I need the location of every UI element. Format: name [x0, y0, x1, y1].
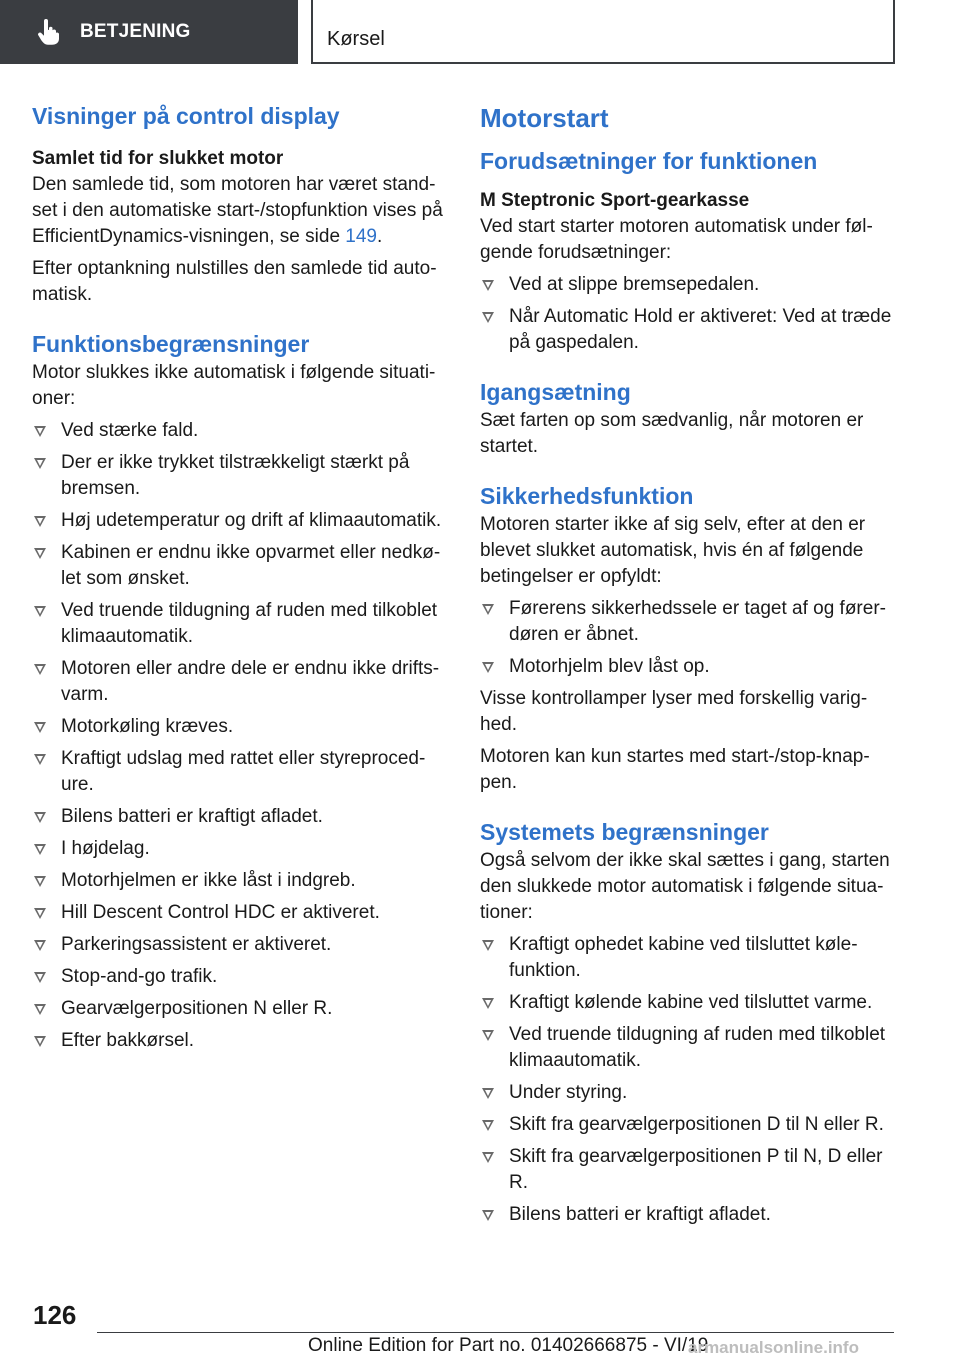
- list-item: [32, 900, 447, 926]
- list-item-text: Bilens batteri er kraftigt afladet.: [61, 806, 323, 827]
- bullet-triangle-icon: [34, 426, 46, 437]
- list-item: [480, 596, 898, 648]
- bullet-triangle-icon: [34, 516, 46, 527]
- list-item: [32, 964, 447, 990]
- list-item-text: Under styring.: [509, 1082, 628, 1103]
- bullet-triangle-icon: [34, 458, 46, 469]
- bullet-triangle-icon: [34, 1036, 46, 1047]
- edition-note: Online Edition for Part no. 01402666875 - VI/19: [308, 1335, 709, 1356]
- list-item-text: Førerens sikkerhedssele er taget af og fører-døren er åbnet.: [509, 598, 886, 645]
- subheading-gearbox: M Steptronic Sport-gearkasse: [480, 190, 750, 211]
- header-rule-bottom: [311, 62, 895, 64]
- list-item-text: Motorhjelm blev låst op.: [509, 656, 710, 677]
- list-item-text: Kraftigt kølende kabine ved tilsluttet varme.: [509, 992, 873, 1013]
- list-item: [480, 1022, 898, 1074]
- paragraph-text-end: .: [377, 226, 383, 247]
- list-item: [480, 1202, 898, 1228]
- page-link[interactable]: 149: [345, 226, 377, 247]
- header-rule-left: [311, 0, 313, 64]
- footer-rule: [97, 1332, 894, 1333]
- list-item: [480, 990, 898, 1016]
- list-item-text: Ved stærke fald.: [61, 420, 199, 441]
- list-item-text: Der er ikke trykket tilstrækkeligt stærkt på bremsen.: [61, 452, 410, 499]
- list-item: [480, 1080, 898, 1106]
- list-item: [32, 746, 447, 798]
- list-item: [32, 418, 447, 444]
- paragraph-indicator-lamps: Visse kontrollamper lyser med forskellig varig-hed.: [480, 688, 868, 735]
- list-item: [32, 804, 447, 830]
- bullet-triangle-icon: [482, 998, 494, 1009]
- heading-system-limits: Systemets begrænsninger: [480, 819, 769, 845]
- bullet-triangle-icon: [34, 908, 46, 919]
- list-item-text: Motorkøling kræves.: [61, 716, 234, 737]
- paragraph-total-time: [32, 172, 447, 250]
- list-item: [480, 1112, 898, 1138]
- bullet-triangle-icon: [34, 664, 46, 675]
- system-limits-list: [480, 932, 898, 1228]
- list-item: [32, 540, 447, 592]
- list-item: [32, 868, 447, 894]
- list-item-text: Når Automatic Hold er aktiveret: Ved at træde på gaspedalen.: [509, 306, 892, 353]
- section-label: BETJENING: [80, 21, 191, 42]
- bullet-triangle-icon: [34, 548, 46, 559]
- paragraph-limitations-intro: Motor slukkes ikke automatisk i følgende situati-oner:: [32, 362, 436, 409]
- list-item-text: Skift fra gearvælgerpositionen P til N, D eller R.: [509, 1146, 883, 1193]
- section-tab[interactable]: [0, 0, 298, 64]
- list-item-text: I højdelag.: [61, 838, 150, 859]
- paragraph-safety-intro: Motoren starter ikke af sig selv, efter at den er blevet slukket automatisk, hvis én af følgende betingelser er opfyldt:: [480, 514, 866, 587]
- paragraph-driving-off: Sæt farten op som sædvanlig, når motoren er startet.: [480, 410, 864, 457]
- bullet-triangle-icon: [34, 940, 46, 951]
- list-item-text: Motoren eller andre dele er endnu ikke drifts-varm.: [61, 658, 440, 705]
- list-item-text: Parkeringsassistent er aktiveret.: [61, 934, 332, 955]
- hand-pointer-icon: [36, 19, 60, 45]
- bullet-triangle-icon: [34, 844, 46, 855]
- heading-prerequisites: Forudsætninger for funktionen: [480, 148, 818, 174]
- bullet-triangle-icon: [482, 1210, 494, 1221]
- list-item-text: Kraftigt ophedet kabine ved tilsluttet køle-funktion.: [509, 934, 858, 981]
- list-item-text: Høj udetemperatur og drift af klimaautomatik.: [61, 510, 442, 531]
- bullet-triangle-icon: [34, 972, 46, 983]
- list-item-text: Gearvælgerpositionen N eller R.: [61, 998, 333, 1019]
- list-item-text: Skift fra gearvælgerpositionen D til N eller R.: [509, 1114, 884, 1135]
- list-item: [32, 932, 447, 958]
- bullet-triangle-icon: [482, 1088, 494, 1099]
- list-item-text: Kraftigt udslag med rattet eller styreproced-ure.: [61, 748, 426, 795]
- list-item: [32, 836, 447, 862]
- bullet-triangle-icon: [482, 312, 494, 323]
- bullet-triangle-icon: [482, 662, 494, 673]
- list-item: [480, 304, 898, 356]
- prerequisites-list: [480, 272, 898, 356]
- list-item: [32, 450, 447, 502]
- bullet-triangle-icon: [34, 876, 46, 887]
- subheading-total-time: Samlet tid for slukket motor: [32, 148, 284, 169]
- bullet-triangle-icon: [34, 812, 46, 823]
- list-item: [32, 598, 447, 650]
- list-item: [32, 656, 447, 708]
- bullet-triangle-icon: [482, 940, 494, 951]
- bullet-triangle-icon: [34, 722, 46, 733]
- left-column: [32, 100, 447, 1060]
- heading-safety-function: Sikkerhedsfunktion: [480, 483, 694, 509]
- list-item-text: Ved at slippe bremsepedalen.: [509, 274, 760, 295]
- limitations-list: [32, 418, 447, 1054]
- list-item-text: Ved truende tildugning af ruden med tilkoblet klimaautomatik.: [61, 600, 438, 647]
- chapter-title: Kørsel: [327, 28, 385, 50]
- list-item-text: Hill Descent Control HDC er aktiveret.: [61, 902, 380, 923]
- paragraph-text: Den samlede tid, som motoren har været stand-set i den automatiske start-/stopfunktion vises på EfficientDynamics-visningen, se side: [32, 174, 443, 247]
- bullet-triangle-icon: [34, 754, 46, 765]
- right-column: [480, 100, 898, 1234]
- list-item: [480, 932, 898, 984]
- heading-limitations: Funktionsbegrænsninger: [32, 331, 310, 357]
- safety-list: [480, 596, 898, 680]
- list-item-text: Stop-and-go trafik.: [61, 966, 218, 987]
- list-item-text: Bilens batteri er kraftigt afladet.: [509, 1204, 771, 1225]
- watermark: armanualsonline.info: [688, 1338, 859, 1357]
- list-item-text: Ved truende tildugning af ruden med tilkoblet klimaautomatik.: [509, 1024, 886, 1071]
- list-item-text: Efter bakkørsel.: [61, 1030, 195, 1051]
- bullet-triangle-icon: [34, 1004, 46, 1015]
- bullet-triangle-icon: [482, 280, 494, 291]
- heading-displays: Visninger på control display: [32, 103, 340, 129]
- list-item: [32, 714, 447, 740]
- heading-driving-off: Igangsætning: [480, 379, 631, 405]
- list-item: [480, 1144, 898, 1196]
- bullet-triangle-icon: [482, 604, 494, 615]
- bullet-triangle-icon: [482, 1030, 494, 1041]
- paragraph-prerequisites-intro: Ved start starter motoren automatisk under føl-gende forudsætninger:: [480, 216, 873, 263]
- paragraph-start-stop-button: Motoren kan kun startes med start-/stop-knap-pen.: [480, 746, 870, 793]
- list-item-text: Kabinen er endnu ikke opvarmet eller nedkø-let som ønsket.: [61, 542, 441, 589]
- bullet-triangle-icon: [482, 1152, 494, 1163]
- list-item-text: Motorhjelmen er ikke låst i indgreb.: [61, 870, 356, 891]
- heading-engine-start: Motorstart: [480, 103, 609, 133]
- header-rule-right: [893, 0, 895, 64]
- bullet-triangle-icon: [482, 1120, 494, 1131]
- list-item: [480, 272, 898, 298]
- list-item: [480, 654, 898, 680]
- page-number: 126: [33, 1300, 77, 1330]
- bullet-triangle-icon: [34, 606, 46, 617]
- list-item: [32, 1028, 447, 1054]
- paragraph-system-limits-intro: Også selvom der ikke skal sættes i gang, starten den slukkede motor automatisk i følgende situa-tioner:: [480, 850, 890, 923]
- list-item: [32, 508, 447, 534]
- paragraph-reset: Efter optankning nulstilles den samlede tid auto-matisk.: [32, 258, 437, 305]
- list-item: [32, 996, 447, 1022]
